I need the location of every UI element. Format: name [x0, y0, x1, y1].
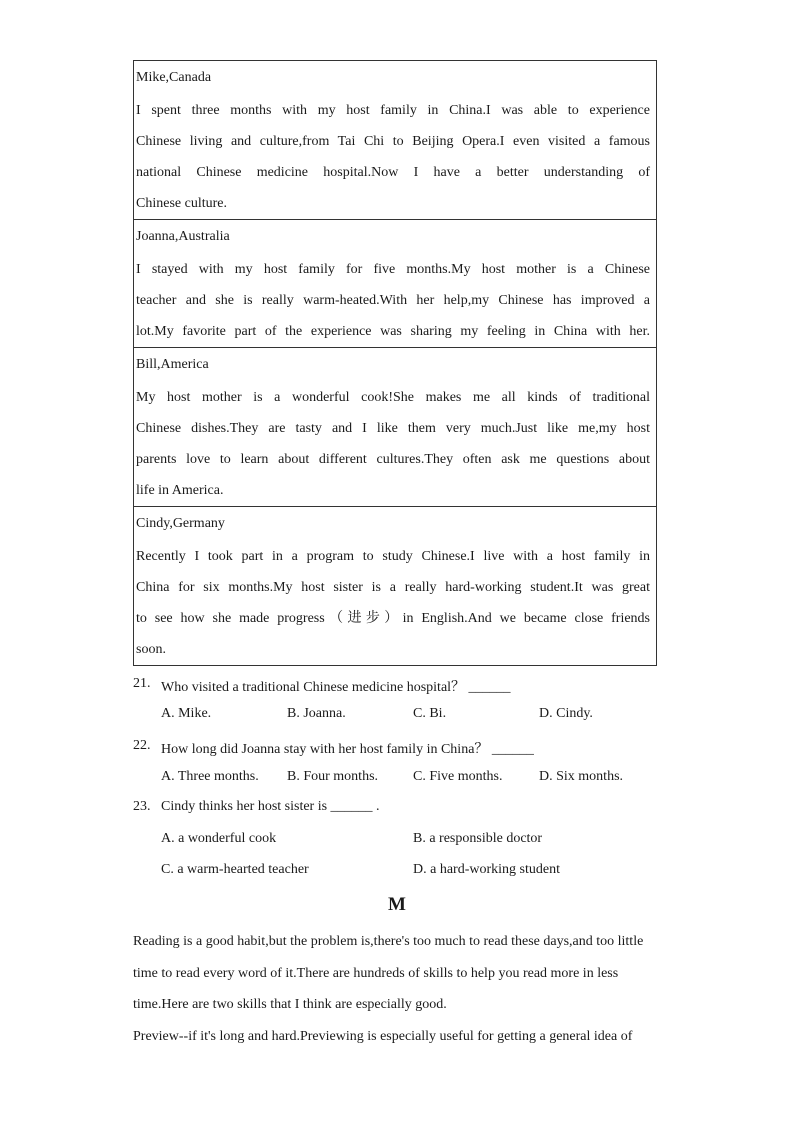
section-title: M: [388, 894, 406, 915]
question-number: 22.: [133, 738, 151, 753]
option-b: B. a responsible doctor: [413, 831, 543, 846]
row-line: Chinese dishes.They are tasty and I like them very much.Just like me,my host: [136, 421, 650, 436]
table-row-joanna: [134, 220, 656, 348]
row-line: national Chinese medicine hospital.Now I have a better understanding of: [136, 165, 650, 180]
row-line: I spent three months with my host family in China.I was able to experience: [136, 103, 650, 118]
option-b: B. Joanna.: [287, 706, 346, 721]
table-row-bill: [134, 348, 656, 507]
row-line: I stayed with my host family for five months.My host mother is a Chinese: [136, 262, 650, 277]
row-line: Chinese living and culture,from Tai Chi to Beijing Opera.I even visited a famous: [136, 134, 650, 149]
row-name: Joanna,Australia: [136, 229, 230, 244]
option-a: A. a wonderful cook: [161, 831, 277, 846]
question-stem: Cindy thinks her host sister is ______ .: [161, 799, 380, 814]
row-line: Chinese culture.: [136, 196, 227, 211]
passage-line: Preview--if it's long and hard.Previewing is especially useful for getting a general idea of: [133, 1029, 633, 1044]
option-d: D. a hard-working student: [413, 862, 560, 877]
passage-line: Reading is a good habit,but the problem is,there's too much to read these days,and too little: [133, 934, 644, 949]
option-a: A. Mike.: [161, 706, 212, 721]
row-line: Recently I took part in a program to study Chinese.I live with a host family in: [136, 549, 650, 564]
row-line: lot.My favorite part of the experience was sharing my feeling in China with her.: [136, 324, 650, 339]
row-line: parents love to learn about different cultures.They often ask me questions about: [136, 452, 650, 467]
row-line: life in America.: [136, 483, 224, 498]
row-line: to see how she made progress（进步）in English.And we became close friends: [136, 611, 650, 626]
option-d: D. Cindy.: [539, 706, 593, 721]
passage-line: time.Here are two skills that I think are especially good.: [133, 997, 447, 1012]
row-line: My host mother is a wonderful cook!She makes me all kinds of traditional: [136, 390, 650, 405]
option-c: C. Five months.: [413, 769, 503, 784]
option-c: C. Bi.: [413, 706, 447, 721]
row-line: teacher and she is really warm-heated.With her help,my Chinese has improved a: [136, 293, 650, 308]
question-number: 21.: [133, 676, 151, 691]
option-d: D. Six months.: [539, 769, 624, 784]
question-stem: Who visited a traditional Chinese medicine hospital？ ______: [161, 680, 511, 695]
reading-table: [133, 60, 657, 666]
row-name: Mike,Canada: [136, 70, 212, 85]
row-line: China for six months.My host sister is a really hard-working student.It was great: [136, 580, 650, 595]
row-name: Bill,America: [136, 357, 209, 372]
row-name: Cindy,Germany: [136, 516, 225, 531]
table-row-cindy: [134, 507, 656, 665]
question-stem: How long did Joanna stay with her host family in China？ ______: [161, 742, 534, 757]
passage-line: time to read every word of it.There are hundreds of skills to help you read more in less: [133, 966, 619, 981]
row-line: soon.: [136, 642, 166, 657]
option-a: A. Three months.: [161, 769, 259, 784]
question-number: 23.: [133, 799, 151, 814]
option-c: C. a warm-hearted teacher: [161, 862, 309, 877]
table-row-mike: [134, 61, 656, 220]
option-b: B. Four months.: [287, 769, 379, 784]
